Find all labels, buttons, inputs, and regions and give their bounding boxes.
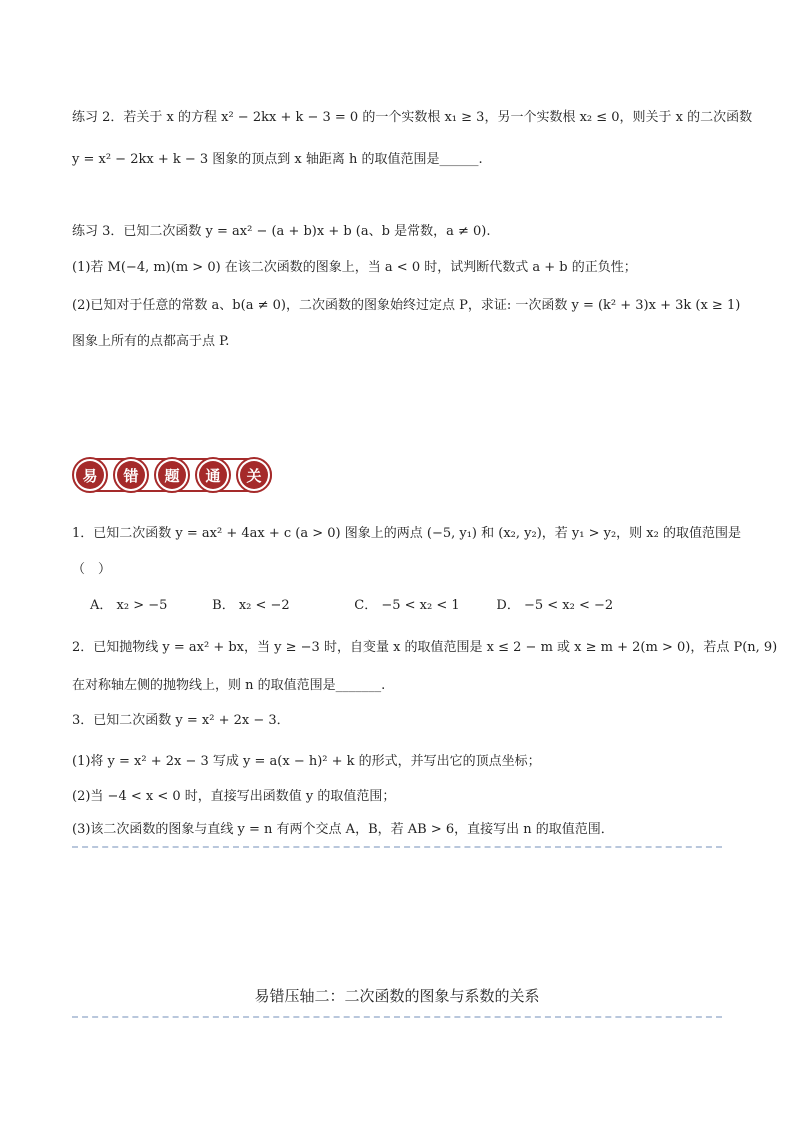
badge-circle — [195, 457, 231, 493]
badge-circle — [236, 457, 272, 493]
badge-char: 易 — [76, 461, 104, 489]
exercise-3-part-2-cont: 图象上所有的点都高于点 P. — [72, 334, 230, 349]
exercise-3-line-1: 练习 3．已知二次函数 y = ax² − (a + b)x + b (a、b 是常数，a ≠ 0). — [72, 224, 491, 239]
question-1-stem: 1．已知二次函数 y = ax² + 4ax + c (a > 0) 图象上的两点 (−5, y₁) 和 (x₂, y₂)，若 y₁ > y₂，则 x₂ 的取值范围是 — [72, 526, 741, 541]
badge-char: 关 — [240, 461, 268, 489]
section-badge — [72, 452, 277, 498]
badge-char: 错 — [117, 461, 145, 489]
question-3-part-3: (3)该二次函数的图象与直线 y = n 有两个交点 A，B，若 AB > 6，直接写出 n 的取值范围． — [72, 822, 614, 837]
choice-b[interactable]: B． x₂ < −2 — [212, 598, 290, 613]
badge-circle — [72, 457, 108, 493]
divider-dashed — [72, 846, 722, 848]
exercise-3-part-1: (1)若 M(−4, m)(m > 0) 在该二次函数的图象上，当 a < 0 时，试判断代数式 a + b 的正负性； — [72, 260, 637, 275]
exercise-3-part-2: (2)已知对于任意的常数 a、b(a ≠ 0)，二次函数的图象始终过定点 P，求证: 一次函数 y = (k² + 3)x + 3k (x ≥ 1) — [72, 298, 741, 313]
choice-d[interactable]: D． −5 < x₂ < −2 — [496, 598, 614, 613]
question-3-stem: 3．已知二次函数 y = x² + 2x − 3． — [72, 713, 290, 728]
badge-circle — [154, 457, 190, 493]
question-3-part-1: (1)将 y = x² + 2x − 3 写成 y = a(x − h)² + k 的形式，并写出它的顶点坐标； — [72, 754, 541, 769]
question-2-line-2: 在对称轴左侧的抛物线上，则 n 的取值范围是_______. — [72, 678, 386, 693]
badge-char: 题 — [158, 461, 186, 489]
choice-a[interactable]: A． x₂ > −5 — [90, 598, 168, 613]
exercise-2-line-1: 练习 2．若关于 x 的方程 x² − 2kx + k − 3 = 0 的一个实数根 x₁ ≥ 3，另一个实数根 x₂ ≤ 0，则关于 x 的二次函数 — [72, 110, 753, 125]
question-3-part-2: (2)当 −4 < x < 0 时，直接写出函数值 y 的取值范围； — [72, 789, 396, 804]
badge-char: 通 — [199, 461, 227, 489]
badge-circle — [113, 457, 149, 493]
choice-c[interactable]: C． −5 < x₂ < 1 — [354, 598, 460, 613]
divider-dashed — [72, 1016, 722, 1018]
section-title: 易错压轴二：二次函数的图象与系数的关系 — [254, 987, 540, 1005]
exercise-2-line-2: y = x² − 2kx + k − 3 图象的顶点到 x 轴距离 h 的取值范围是______. — [72, 152, 483, 167]
question-2-line-1: 2．已知抛物线 y = ax² + bx，当 y ≥ −3 时，自变量 x 的取值范围是 x ≤ 2 − m 或 x ≥ m + 2(m > 0)，若点 P(n, 9) — [72, 640, 778, 655]
question-1-paren: （ ） — [72, 562, 112, 577]
question-1-choices — [90, 596, 613, 616]
